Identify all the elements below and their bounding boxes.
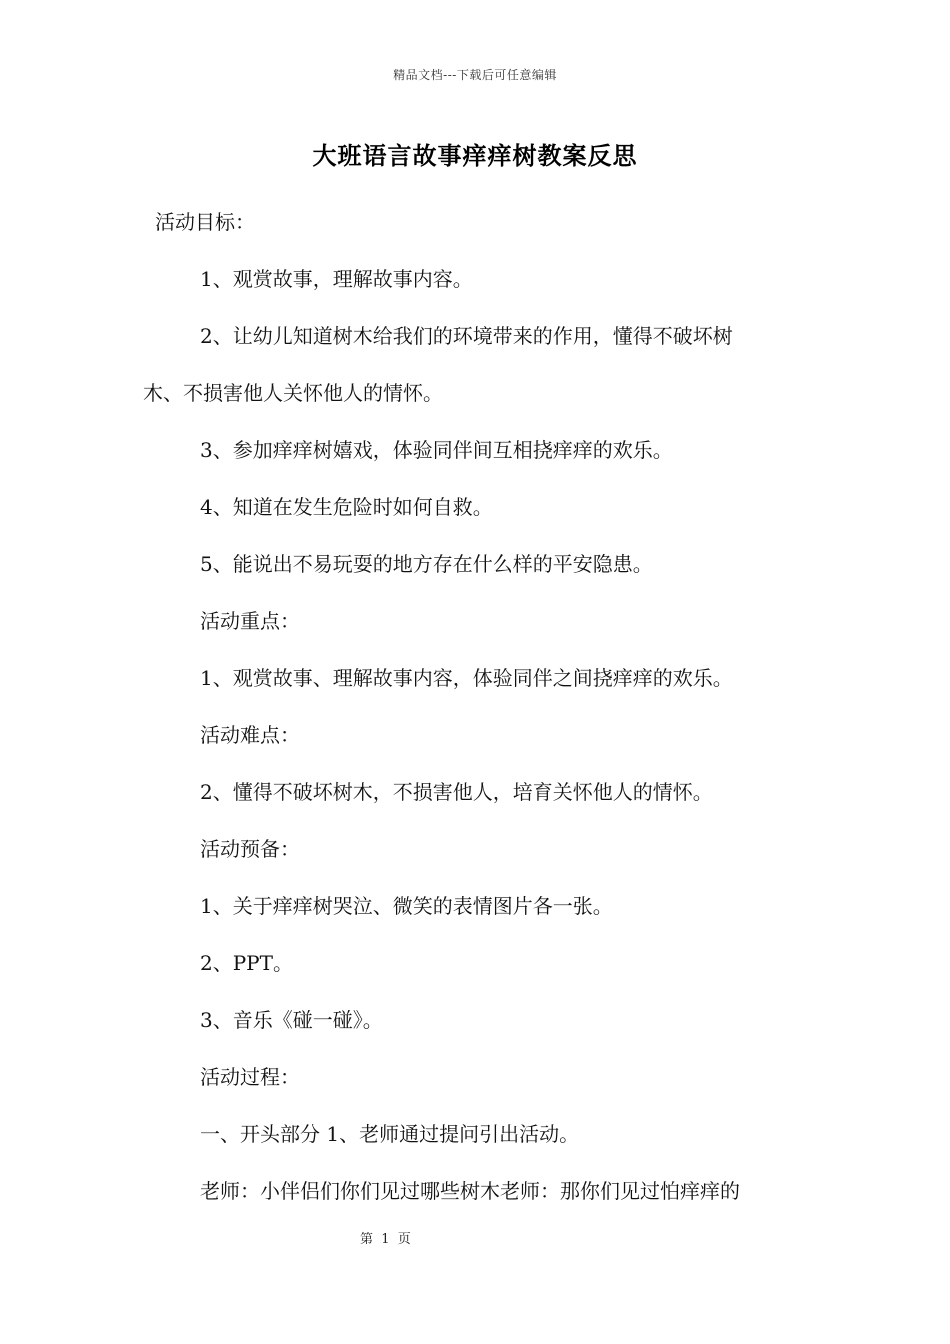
paragraph-line: 木、不损害他人关怀他人的情怀。: [143, 381, 443, 405]
section-heading: 活动重点：: [200, 609, 300, 633]
paragraph-line: 1、关于痒痒树哭泣、微笑的表情图片各一张。: [200, 894, 613, 918]
page-number: 第 1 页: [360, 1232, 411, 1247]
paragraph-line: 1、观赏故事，理解故事内容。: [200, 267, 473, 291]
section-heading: 活动预备：: [200, 837, 300, 861]
paragraph-line: 3、音乐《碰一碰》。: [200, 1008, 383, 1032]
paragraph-line: 2、懂得不破坏树木，不损害他人，培育关怀他人的情怀。: [200, 780, 713, 804]
paragraph-line: 2、让幼儿知道树木给我们的环境带来的作用，懂得不破坏树: [200, 324, 733, 348]
header-note: 精品文档---下载后可任意编辑: [393, 68, 557, 82]
paragraph-line: 3、参加痒痒树嬉戏，体验同伴间互相挠痒痒的欢乐。: [200, 438, 673, 462]
section-heading: 活动难点：: [200, 723, 300, 747]
paragraph-line: 1、观赏故事、理解故事内容，体验同伴之间挠痒痒的欢乐。: [200, 666, 733, 690]
section-heading: 活动过程：: [200, 1065, 300, 1089]
paragraph-line: 5、能说出不易玩耍的地方存在什么样的平安隐患。: [200, 552, 653, 576]
paragraph-line: 2、PPT。: [200, 951, 293, 975]
paragraph-line: 一、开头部分 1、老师通过提问引出活动。: [200, 1122, 580, 1146]
paragraph-line: 4、知道在发生危险时如何自救。: [200, 495, 493, 519]
paragraph-line: 老师：小伴侣们你们见过哪些树木老师：那你们见过怕痒痒的: [200, 1179, 740, 1203]
document-title: 大班语言故事痒痒树教案反思: [312, 141, 638, 170]
paragraph-line: 活动目标：: [155, 210, 255, 234]
